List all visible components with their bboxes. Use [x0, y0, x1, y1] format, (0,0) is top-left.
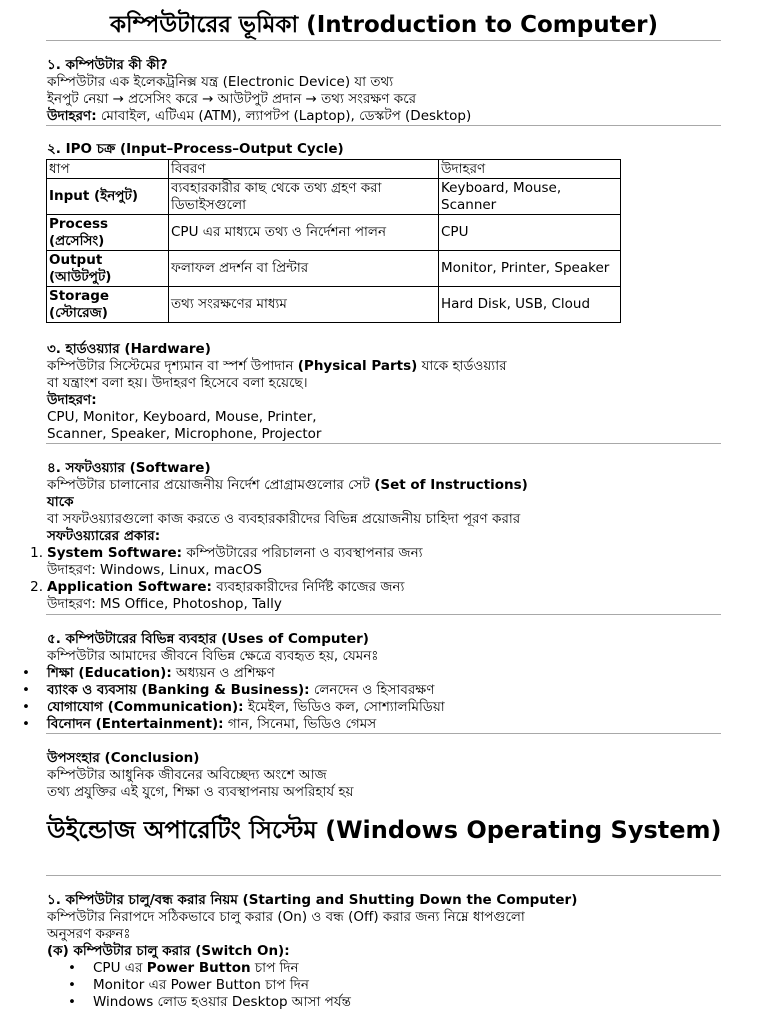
table-cell-desc: তথ্য সংরক্ষণের মাধ্যম: [169, 287, 439, 323]
divider: [46, 443, 721, 444]
table-cell-step: Input (ইনপুট): [47, 179, 169, 215]
item-text-bold: Power Button: [146, 960, 251, 976]
section-heading: ২. IPO চক্র (Input–Process–Output Cycle): [47, 141, 344, 157]
divider: [46, 40, 721, 41]
bullet-icon: •: [22, 699, 30, 715]
table-cell-example: Hard Disk, USB, Cloud: [439, 287, 621, 323]
paragraph-line: তথ্য প্রযুক্তির এই যুগে, শিক্ষা ও ব্যবস্থাপনায় অপরিহার্য হয়: [47, 784, 354, 800]
section-software: [30, 460, 727, 613]
text-run: (On): [277, 909, 308, 925]
section-conclusion: [47, 750, 727, 801]
item-text: Monitor এর Power Button চাপ দিন: [93, 977, 309, 993]
bullet-icon: •: [22, 682, 30, 698]
sub-heading: (ক) কম্পিউটার চালু করার (Switch On):: [47, 943, 290, 959]
section-heading: ৪. সফটওয়্যার (Software): [47, 460, 211, 476]
paragraph-line: কম্পিউটার আধুনিক জীবনের অবিচ্ছেদ্য অংশে আজ: [47, 767, 327, 783]
paragraph-line: যাকে: [47, 494, 74, 510]
example-label: উদাহরণ: [47, 596, 92, 612]
text-run: যাকে হার্ডওয়্যার: [417, 358, 507, 374]
bullet-icon: •: [22, 665, 30, 681]
text-run: কম্পিউটার নিরাপদে সঠিকভাবে চালু করার: [47, 909, 278, 925]
table-cell-desc: CPU এর মাধ্যমে তথ্য ও নির্দেশনা পালন: [169, 215, 439, 251]
text-run-bold: (Physical Parts): [297, 358, 418, 374]
bullet-icon: •: [22, 716, 30, 732]
switch-on-list: [47, 960, 727, 1011]
bullet-icon: •: [68, 960, 76, 976]
table-header-cell: বিবরণ: [169, 160, 439, 179]
item-text: অধ্যয়ন ও প্রশিক্ষণ: [171, 665, 275, 681]
table-header-cell: ধাপ: [47, 160, 169, 179]
text-run: (Off): [348, 909, 379, 925]
text-run: কম্পিউটার চালানোর প্রয়োজনীয় নির্দেশ প্রোগ্রামগুলোর সেট: [47, 477, 375, 493]
section-start-shutdown: [47, 892, 727, 1011]
table-cell-desc: ফলাফল প্রদর্শন বা প্রিন্টার: [169, 251, 439, 287]
table-row: [47, 179, 621, 215]
table-cell-example: Monitor, Printer, Speaker: [439, 251, 621, 287]
bullet-icon: •: [68, 994, 76, 1010]
item-text: CPU এর: [93, 960, 147, 976]
text-run: ও বন্ধ: [307, 909, 349, 925]
list-item: [30, 579, 727, 613]
item-label: শিক্ষা (Education):: [47, 665, 172, 681]
table-cell-step: Output (আউটপুট): [47, 251, 169, 287]
divider: [46, 614, 721, 615]
list-number: 1.: [30, 545, 43, 561]
table-row: [47, 215, 621, 251]
examples-line: CPU, Monitor, Keyboard, Mouse, Printer,: [47, 409, 317, 425]
list-item: [22, 716, 727, 733]
section-hardware: [47, 341, 727, 443]
text-run: কম্পিউটার সিস্টেমের দৃশ্যমান বা স্পর্শ উপাদান: [47, 358, 298, 374]
example-text: : Windows, Linux, macOS: [91, 562, 262, 578]
paragraph-line: কম্পিউটার এক ইলেকট্রনিক্স যন্ত্র (Electronic Device) যা তথ্য: [47, 74, 394, 90]
list-number: 2.: [30, 579, 43, 595]
software-types-list: [30, 545, 727, 613]
paragraph-line: কম্পিউটার আমাদের জীবনে বিভিন্ন ক্ষেত্রে ব্যবহৃত হয়, যেমনঃ: [47, 648, 379, 664]
list-item: [22, 699, 727, 716]
item-text: লেনদেন ও হিসাবরক্ষণ: [309, 682, 435, 698]
section-heading: ১. কম্পিউটার চালু/বন্ধ করার নিয়ম (Starting and Shutting Down the Computer): [47, 892, 578, 908]
item-label: যোগাযোগ (Communication):: [47, 699, 244, 715]
bullet-icon: •: [68, 977, 76, 993]
item-text: গান, সিনেমা, ভিডিও গেমস: [223, 716, 377, 732]
example-label: উদাহরণ: [47, 562, 92, 578]
item-text: Windows লোড হওয়ার Desktop আসা পর্যন্ত: [93, 994, 351, 1010]
examples-text: মোবাইল, এটিএম (ATM), ল্যাপটপ (Laptop), ডেস্কটপ (Desktop): [96, 108, 472, 124]
table-cell-example: Keyboard, Mouse, Scanner: [439, 179, 621, 215]
examples-label: উদাহরণ:: [47, 108, 97, 124]
ipo-table: [46, 159, 621, 323]
table-cell-step: Storage (স্টোরেজ): [47, 287, 169, 323]
item-text: চাপ দিন: [250, 960, 299, 976]
windows-os-heading: উইন্ডোজ অপারেটিং সিস্টেম (Windows Operating System): [47, 816, 722, 844]
table-header-row: [47, 160, 621, 179]
table-cell-desc: ব্যবহারকারীর কাছ থেকে তথ্য গ্রহণ করা ডিভাইসগুলো: [169, 179, 439, 215]
list-item: [68, 960, 727, 977]
divider: [46, 733, 721, 734]
item-label: System Software:: [47, 545, 183, 561]
paragraph-line: বা সফটওয়্যারগুলো কাজ করতে ও ব্যবহারকারীদের বিভিন্ন প্রয়োজনীয় চাহিদা পূরণ করার: [47, 511, 521, 527]
section-uses: [22, 631, 727, 733]
item-label: Application Software:: [47, 579, 212, 595]
paragraph-line: অনুসরণ করুনঃ: [47, 926, 131, 942]
section-heading: ১. কম্পিউটার কী কী?: [47, 57, 168, 73]
uses-list: [22, 665, 727, 733]
examples-line: Scanner, Speaker, Microphone, Projector: [47, 426, 322, 442]
paragraph-line: [47, 909, 727, 926]
divider: [46, 875, 721, 876]
table-cell-step: Process (প্রসেসিং): [47, 215, 169, 251]
item-text: ইমেইল, ভিডিও কল, সোশ্যালমিডিয়া: [243, 699, 445, 715]
section-what-is-computer: [47, 57, 727, 125]
item-text: ব্যবহারকারীদের নির্দিষ্ট কাজের জন্য: [211, 579, 405, 595]
section-heading: ৫. কম্পিউটারের বিভিন্ন ব্যবহার (Uses of Computer): [47, 631, 369, 647]
list-item: [22, 665, 727, 682]
paragraph-line: [47, 477, 727, 494]
list-item: [68, 994, 727, 1011]
paragraph-line: বা যন্ত্রাংশ বলা হয়। উদাহরণ হিসেবে বলা হয়েছে।: [47, 375, 308, 391]
item-label: বিনোদন (Entertainment):: [47, 716, 224, 732]
item-label: ব্যাংক ও ব্যবসায় (Banking & Business):: [47, 682, 310, 698]
text-run: করার জন্য নিম্নে ধাপগুলো: [378, 909, 525, 925]
list-item: [22, 682, 727, 699]
table-row: [47, 287, 621, 323]
page-title: কম্পিউটারের ভূমিকা (Introduction to Computer): [109, 12, 659, 38]
table-row: [47, 251, 621, 287]
paragraph-line: সফটওয়্যারের প্রকার:: [47, 528, 161, 544]
item-text: কম্পিউটারের পরিচালনা ও ব্যবস্থাপনার জন্য: [182, 545, 423, 561]
section-heading: উপসংহার (Conclusion): [47, 750, 200, 766]
examples-line: [47, 108, 727, 125]
paragraph-line: [47, 358, 727, 375]
text-run-bold: (Set of Instructions): [374, 477, 528, 493]
divider: [46, 125, 721, 126]
paragraph-line: ইনপুট নেয়া → প্রসেসিং করে → আউটপুট প্রদান → তথ্য সংরক্ষণ করে: [47, 91, 417, 107]
list-item: [68, 977, 727, 994]
example-text: : MS Office, Photoshop, Tally: [91, 596, 282, 612]
section-heading: ৩. হার্ডওয়্যার (Hardware): [47, 341, 211, 357]
table-header-cell: উদাহরণ: [439, 160, 621, 179]
examples-label: উদাহরণ:: [47, 392, 97, 408]
table-cell-example: CPU: [439, 215, 621, 251]
list-item: [30, 545, 727, 579]
